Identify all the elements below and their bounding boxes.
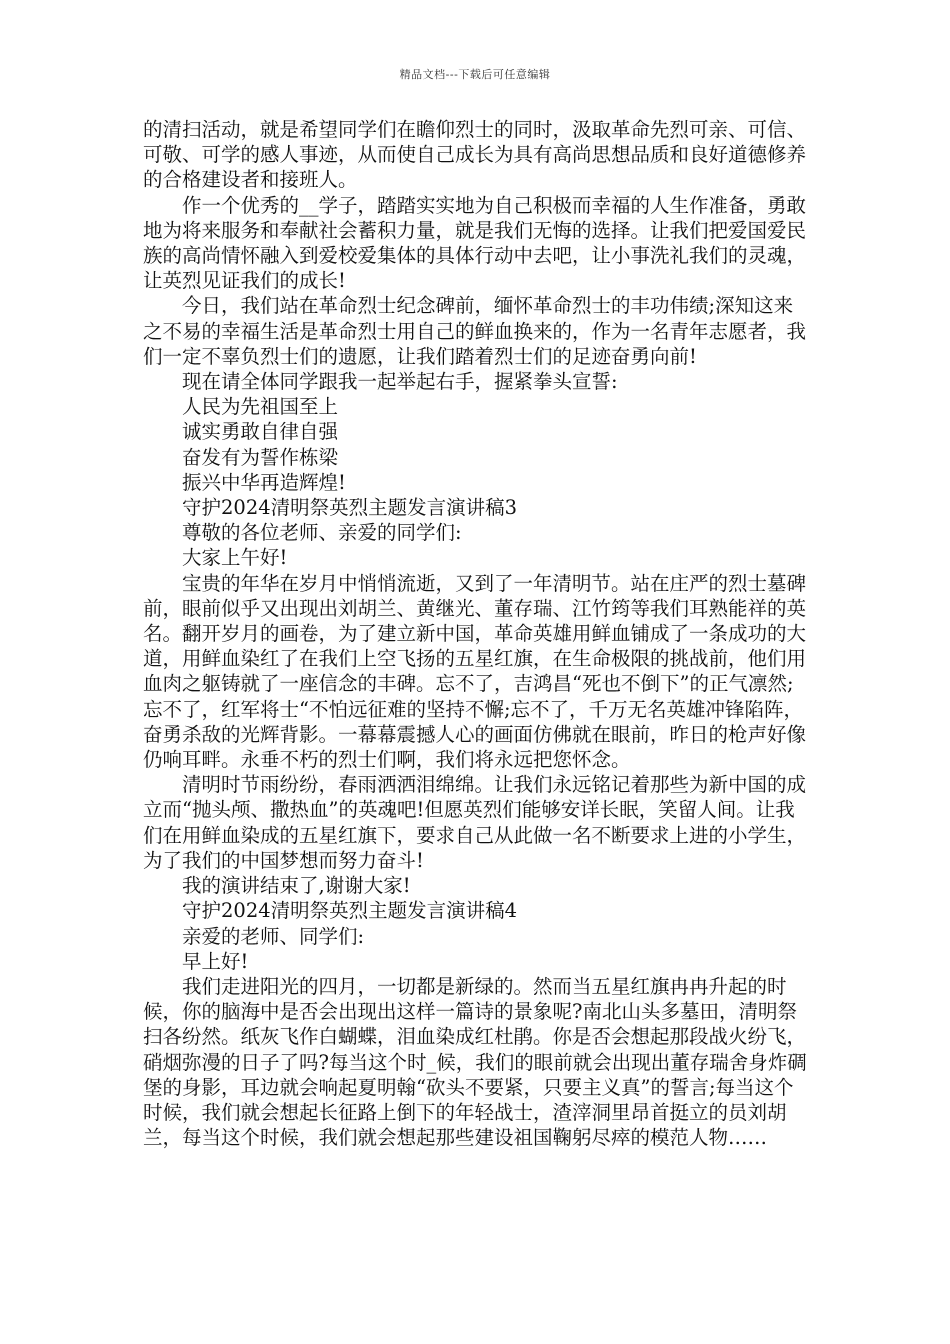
greeting: 早上好! — [182, 949, 249, 973]
oath-line: 人民为先祖国至上 — [182, 395, 339, 419]
oath-line: 奋发有为誓作栋梁 — [182, 445, 339, 469]
page-header: 精品文档---下载后可任意编辑 — [399, 68, 551, 81]
paragraph: 今日，我们站在革命烈士纪念碑前，缅怀革命烈士的丰功伟绩;深知这来之不易的幸福生活是革命烈士用自己的鲜血换来的，作为一名青年志愿者，我们一定不辜负烈士们的遗愿，让我们踏着烈士们的足迹奋勇向前! — [143, 294, 807, 368]
paragraph: 清明时节雨纷纷，春雨洒洒泪绵绵。让我们永远铭记着那些为新中国的成立而“抛头颅、撒热血”的英魂吧!但愿英烈们能够安详长眠，笑留人间。让我们在用鲜血染成的五星红旗下，要求自己从此做一名不断要求上进的小学生，为了我们的中国梦想而努力奋斗! — [143, 773, 807, 872]
section-title: 守护2024清明祭英烈主题发言演讲稿4 — [182, 899, 518, 923]
salutation: 尊敬的各位老师、亲爱的同学们: — [182, 521, 462, 545]
paragraph: 我们走进阳光的四月，一切都是新绿的。然而当五星红旗冉冉升起的时候，你的脑海中是否会出现出这样一篇诗的景象呢?南北山头多墓田，清明祭扫各纷然。纸灰飞作白蝴蝶，泪血染成红杜鹃。你是否会想起那段战火纷飞，硝烟弥漫的日子了吗?每当这个时_候，我们的眼前就会出现出董存瑞舍身炸碉堡的身影，耳边就会响起夏明翰“砍头不要紧，只要主义真”的誓言;每当这个时候，我们就会想起长征路上倒下的年轻战士，渣滓洞里昂首挺立的员刘胡兰，每当这个时候，我们就会想起那些建设祖国鞠躬尽瘁的模范人物…… — [143, 974, 807, 1150]
oath-line: 振兴中华再造辉煌! — [182, 470, 346, 494]
oath-line: 诚实勇敢自律自强 — [182, 420, 339, 444]
greeting: 大家上午好! — [182, 546, 288, 570]
paragraph: 的清扫活动，就是希望同学们在瞻仰烈士的同时，汲取革命先烈可亲、可信、可敬、可学的感人事迹，从而使自己成长为具有高尚思想品质和良好道德修养的合格建设者和接班人。 — [143, 118, 807, 192]
document-body — [143, 117, 808, 1150]
paragraph: 宝贵的年华在岁月中悄悄流逝，又到了一年清明节。站在庄严的烈士墓碑前，眼前似乎又出现出刘胡兰、黄继光、董存瑞、江竹筠等我们耳熟能祥的英名。翻开岁月的画卷，为了建立新中国，革命英雄用鲜血铺成了一条成功的大道，用鲜血染红了在我们上空飞扬的五星红旗，在生命极限的挑战前，他们用血肉之躯铸就了一座信念的丰碑。忘不了，吉鸿昌“死也不倒下”的正气凛然;忘不了，红军将士“不怕远征难的坚持不懈;忘不了，千万无名英雄冲锋陷阵，奋勇杀敌的光辉背影。一幕幕震撼人心的画面仿佛就在眼前，昨日的枪声好像仍响耳畔。永垂不朽的烈士们啊，我们将永远把您怀念。 — [143, 571, 807, 772]
paragraph: 作一个优秀的__学子，踏踏实实地为自己积极而幸福的人生作准备，勇敢地为将来服务和奉献社会蓄积力量，就是我们无悔的选择。让我们把爱国爱民族的高尚情怀融入到爱校爱集体的具体行动中去吧，让小事洗礼我们的灵魂，让英烈见证我们的成长! — [143, 193, 807, 293]
salutation: 亲爱的老师、同学们: — [182, 924, 365, 948]
oath-intro: 现在请全体同学跟我一起举起右手，握紧拳头宣誓: — [182, 370, 618, 394]
closing-line: 我的演讲结束了,谢谢大家! — [182, 874, 411, 898]
section-title: 守护2024清明祭英烈主题发言演讲稿3 — [182, 496, 518, 520]
